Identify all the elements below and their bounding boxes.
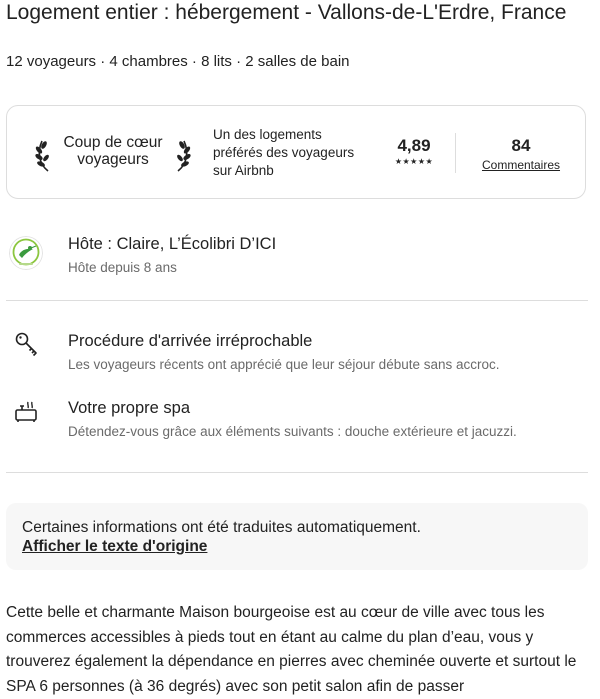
card-divider (455, 133, 456, 173)
star-rating-icon: ★★★★★ (394, 157, 434, 166)
host-since: Hôte depuis 8 ans (68, 260, 177, 275)
reviews-link[interactable]: Commentaires (481, 158, 561, 172)
rating-block (385, 136, 443, 166)
reviews-count[interactable]: 84 (511, 136, 531, 155)
host-name: Hôte : Claire, L’Écolibri D’ICI (68, 235, 277, 253)
guest-favorite-title: Coup de cœur voyageurs (63, 134, 163, 168)
highlight-checkin-description: Les voyageurs récents ont apprécié que leur séjour débute sans accroc. (68, 357, 500, 372)
listing-title: Logement entier : hébergement - Vallons-de-L'Erdre, France (6, 1, 567, 24)
host-avatar-icon[interactable] (9, 236, 43, 270)
listing-description: Cette belle et charmante Maison bourgeoise est au cœur de ville avec tous les commerces accessibles à pieds tout en étant au calme du plan d’eau, vous y trouverez également la dépendance en pierres avec cheminée ouverte et surtout le SPA 6 personnes (à 36 degrés) avec son petit salon afin de passer (6, 604, 577, 695)
guest-favorite-card (6, 105, 586, 199)
show-original-link[interactable]: Afficher le texte d'origine (22, 538, 208, 555)
laurel-right-icon (171, 137, 193, 173)
highlight-checkin-title: Procédure d'arrivée irréprochable (68, 332, 313, 350)
section-divider (6, 300, 588, 301)
reviews-block[interactable] (473, 136, 569, 172)
hot-tub-icon (14, 398, 40, 424)
guest-favorite-description: Un des logements préférés des voyageurs sur Airbnb (213, 127, 355, 178)
highlight-spa-description: Détendez-vous grâce aux éléments suivants : douche extérieure et jacuzzi. (68, 424, 517, 439)
laurel-left-icon (33, 137, 55, 173)
translation-notice (6, 503, 588, 570)
section-divider (6, 472, 588, 473)
key-icon (14, 331, 40, 357)
translation-note: Certaines informations ont été traduites automatiquement. (22, 519, 421, 536)
highlight-spa-title: Votre propre spa (68, 399, 190, 417)
rating-value: 4,89 (397, 136, 431, 155)
listing-subtitle: 12 voyageurs · 4 chambres · 8 lits · 2 salles de bain (6, 53, 350, 70)
